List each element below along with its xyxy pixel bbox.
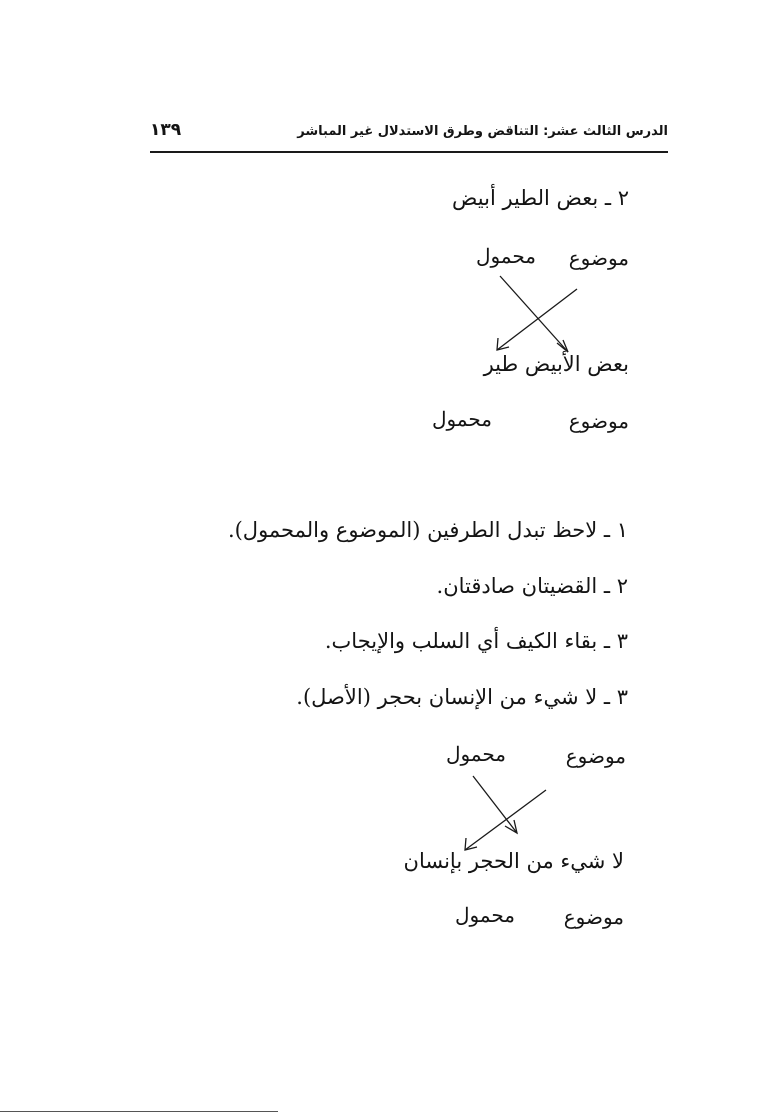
- proposition-2: ٢ ـ بعض الطير أبيض: [452, 186, 629, 210]
- predicate-label-a-top: محمول: [475, 244, 536, 268]
- predicate-label-a-bottom: محمول: [431, 407, 492, 431]
- note-2: ٢ ـ القضيتان صادقتان.: [436, 574, 628, 598]
- note-1: ١ ـ لاحظ تبدل الطرفين (الموضوع والمحمول).: [227, 518, 628, 542]
- note-3: ٣ ـ بقاء الكيف أي السلب والإيجاب.: [324, 629, 628, 653]
- subject-label-b-top: موضوع: [565, 744, 626, 768]
- running-header-title: الدرس الثالث عشر: التناقض وطرق الاستدلال غير المباشر: [297, 124, 668, 139]
- converse-a: بعض الأبيض طير: [483, 352, 629, 376]
- predicate-label-b-bottom: محمول: [454, 903, 515, 927]
- arrow-line-b-1: [473, 776, 517, 833]
- predicate-label-b-top: محمول: [445, 742, 506, 766]
- subject-label-a-bottom: موضوع: [568, 409, 629, 433]
- footer-scan-line: [0, 1111, 278, 1112]
- note-4: ٣ ـ لا شيء من الإنسان بحجر (الأصل).: [296, 685, 628, 709]
- subject-label-a-top: موضوع: [568, 246, 629, 270]
- subject-label-b-bottom: موضوع: [563, 905, 624, 929]
- converse-b: لا شيء من الحجر بإنسان: [403, 849, 624, 873]
- arrow-line-b-2: [465, 790, 546, 850]
- page-number: ١٣٩: [150, 120, 182, 140]
